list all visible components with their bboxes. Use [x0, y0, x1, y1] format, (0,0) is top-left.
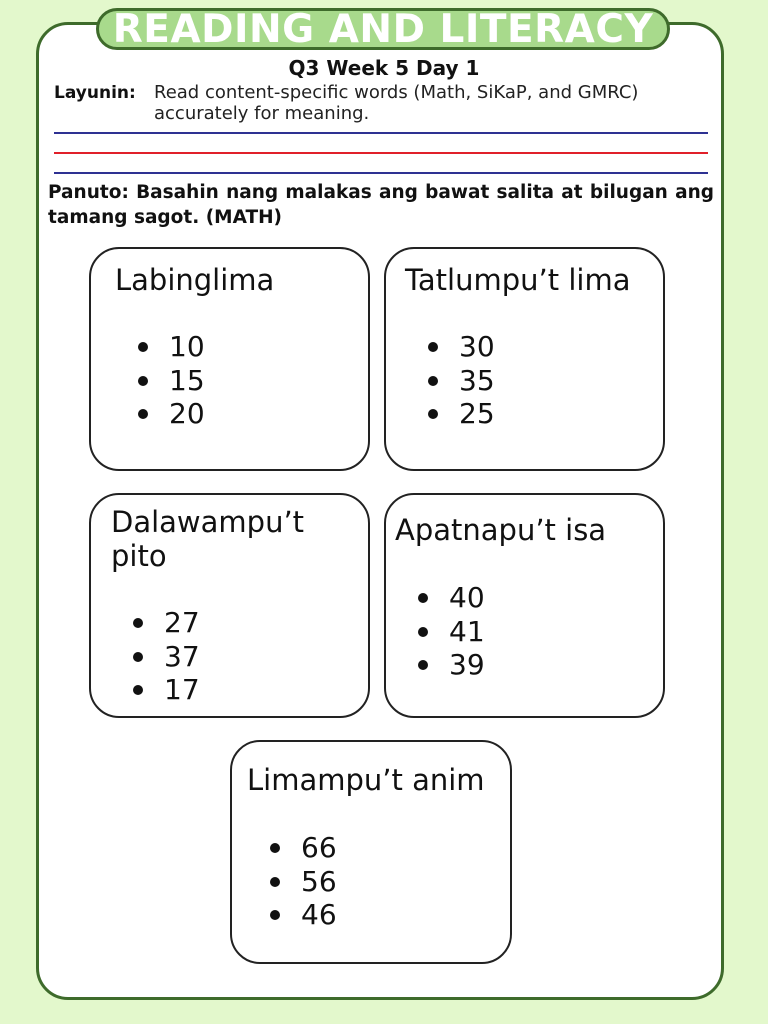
objective-label: Layunin:	[54, 83, 136, 103]
word-card-1	[89, 247, 370, 471]
word-card-2	[384, 247, 665, 471]
page-subtitle: Q3 Week 5 Day 1	[288, 56, 480, 80]
bullet-icon	[270, 877, 280, 887]
bullet-icon	[428, 409, 438, 419]
option-item[interactable]: 40	[416, 581, 485, 615]
instructions: Panuto: Basahin nang malakas ang bawat salita at bilugan ang tamang sagot. (MATH)	[48, 182, 714, 228]
bullet-icon	[270, 910, 280, 920]
bullet-icon	[270, 843, 280, 853]
bullet-icon	[428, 342, 438, 352]
word-card-4	[384, 493, 665, 718]
bullet-icon	[428, 376, 438, 386]
card-word: Apatnapu’t isa	[395, 513, 607, 547]
option-item[interactable]: 27	[131, 606, 200, 640]
bullet-icon	[418, 593, 428, 603]
writing-line-bottom	[54, 172, 708, 174]
option-list	[416, 581, 485, 682]
bullet-icon	[418, 660, 428, 670]
option-list	[136, 330, 205, 431]
option-item[interactable]: 56	[268, 865, 337, 899]
bullet-icon	[418, 627, 428, 637]
option-item[interactable]: 41	[416, 615, 485, 649]
bullet-icon	[138, 342, 148, 352]
option-list	[426, 330, 495, 431]
word-card-3	[89, 493, 370, 718]
card-word: Dalawampu’t pito	[111, 505, 305, 573]
writing-line-middle	[54, 152, 708, 154]
option-item[interactable]: 35	[426, 364, 495, 398]
option-list	[131, 606, 200, 707]
word-card-5	[230, 740, 512, 964]
bullet-icon	[133, 685, 143, 695]
writing-line-top	[54, 132, 708, 134]
bullet-icon	[133, 652, 143, 662]
option-item[interactable]: 66	[268, 831, 337, 865]
option-item[interactable]: 10	[136, 330, 205, 364]
option-item[interactable]: 30	[426, 330, 495, 364]
bullet-icon	[138, 409, 148, 419]
option-item[interactable]: 15	[136, 364, 205, 398]
bullet-icon	[138, 376, 148, 386]
card-word: Limampu’t anim	[247, 763, 485, 797]
option-item[interactable]: 17	[131, 673, 200, 707]
option-item[interactable]: 37	[131, 640, 200, 674]
option-item[interactable]: 20	[136, 397, 205, 431]
option-item[interactable]: 46	[268, 898, 337, 932]
card-word: Tatlumpu’t lima	[405, 263, 631, 297]
card-word: Labinglima	[115, 263, 275, 297]
banner-title: READING AND LITERACY	[96, 8, 670, 50]
objective-text: Read content-specific words (Math, SiKaP, and GMRC) accurately for meaning.	[154, 82, 639, 124]
bullet-icon	[133, 618, 143, 628]
option-item[interactable]: 25	[426, 397, 495, 431]
option-item[interactable]: 39	[416, 648, 485, 682]
option-list	[268, 831, 337, 932]
